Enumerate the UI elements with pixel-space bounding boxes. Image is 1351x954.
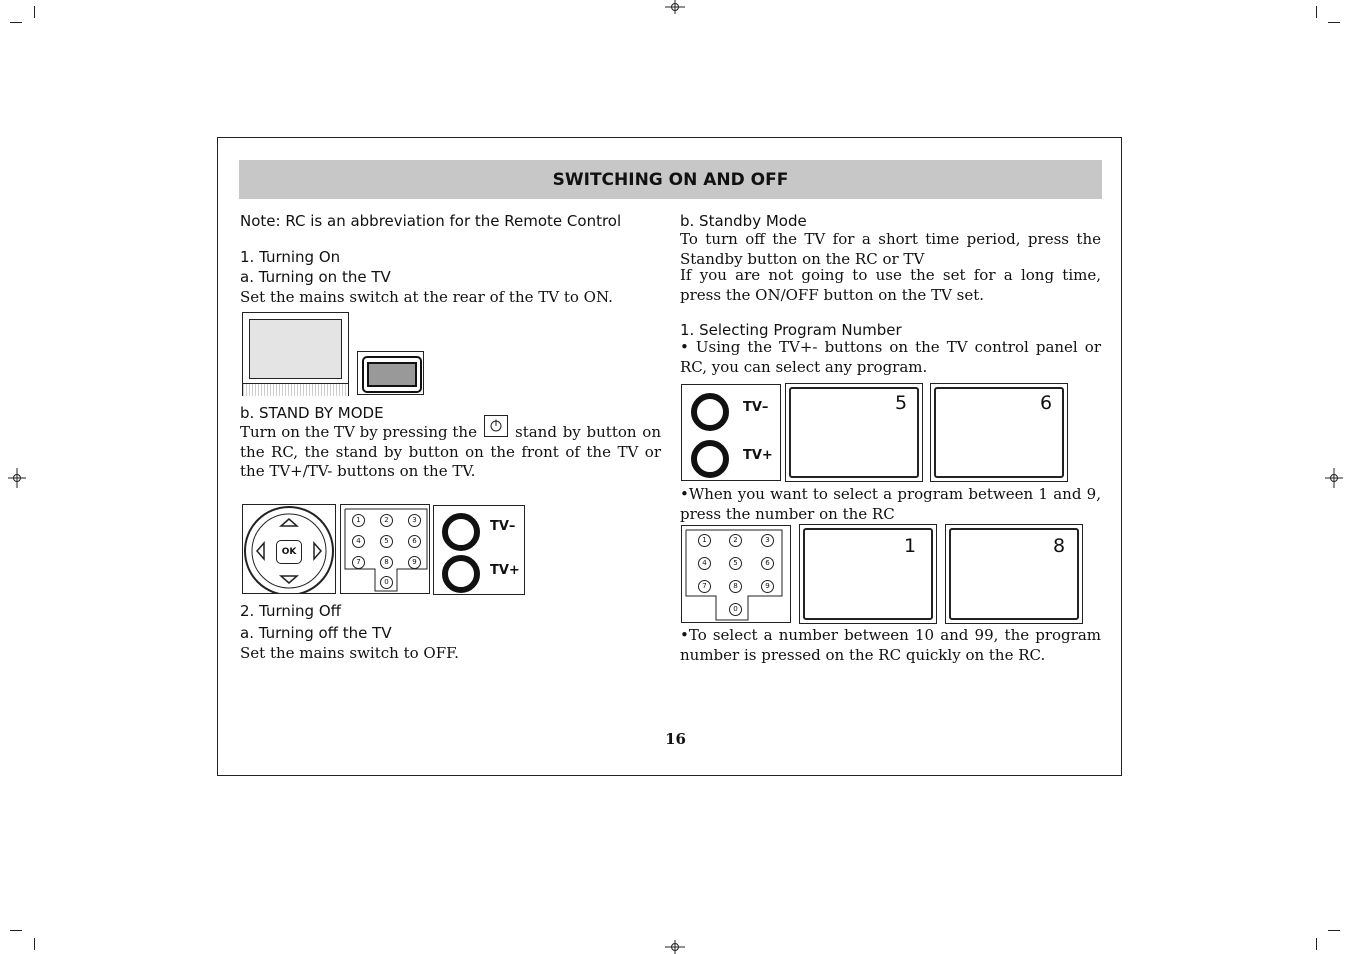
crop-mark bbox=[10, 22, 22, 23]
key-2: 2 bbox=[729, 534, 742, 547]
key-2: 2 bbox=[380, 514, 393, 527]
tv-plus-label: TV+ bbox=[743, 448, 773, 463]
crop-mark bbox=[10, 930, 22, 931]
turning-off-tv-heading: a. Turning off the TV bbox=[240, 624, 392, 642]
turning-on-tv-heading: a. Turning on the TV bbox=[240, 268, 391, 286]
tv-buttons-illustration bbox=[433, 505, 525, 595]
channel-number: 6 bbox=[1040, 392, 1053, 414]
standby-mode-heading: b. STAND BY MODE bbox=[240, 404, 384, 422]
tv-minus-label: TV– bbox=[490, 519, 516, 534]
crop-mark bbox=[34, 6, 35, 18]
rc-navigation-illustration bbox=[242, 504, 336, 594]
channel-number: 5 bbox=[895, 392, 908, 414]
key-1: 1 bbox=[698, 534, 711, 547]
longtime-text: If you are not going to use the set for a long time, press the ON/OFF button on the TV set. bbox=[680, 266, 1101, 304]
turning-off-heading: 2. Turning Off bbox=[240, 602, 341, 620]
key-6: 6 bbox=[761, 557, 774, 570]
key-3: 3 bbox=[408, 514, 421, 527]
key-5: 5 bbox=[380, 535, 393, 548]
key-6: 6 bbox=[408, 535, 421, 548]
crop-mark bbox=[34, 938, 35, 950]
registration-mark-top bbox=[665, 0, 685, 14]
tv-buttons-illustration-right bbox=[681, 384, 781, 481]
key-7: 7 bbox=[698, 580, 711, 593]
tv-plus-label: TV+ bbox=[490, 563, 520, 578]
key-0: 0 bbox=[380, 576, 393, 589]
standby-text-right: To turn off the TV for a short time period, press the Standby button on the RC or TV bbox=[680, 230, 1101, 268]
crop-mark bbox=[1316, 938, 1317, 950]
key-7: 7 bbox=[352, 556, 365, 569]
key-3: 3 bbox=[761, 534, 774, 547]
rc-keypad-illustration-right bbox=[681, 525, 791, 623]
mains-switch-illustration bbox=[357, 351, 424, 395]
channel-number: 1 bbox=[904, 535, 917, 557]
tv-screen-channel-1 bbox=[799, 524, 937, 624]
standby-text-start: Turn on the TV by pressing the bbox=[240, 423, 477, 441]
registration-mark-right bbox=[1325, 468, 1343, 488]
key-1: 1 bbox=[352, 514, 365, 527]
tv-screen-channel-8 bbox=[945, 524, 1083, 624]
key-8: 8 bbox=[729, 580, 742, 593]
page-title: SWITCHING ON AND OFF bbox=[239, 160, 1102, 199]
turning-off-text: Set the mains switch to OFF. bbox=[240, 644, 459, 662]
crop-mark bbox=[1316, 6, 1317, 18]
number-select-text: •When you want to select a program between 1 and 9, press the number on the RC bbox=[680, 485, 1101, 523]
tv-screen-channel-5 bbox=[785, 383, 923, 482]
key-4: 4 bbox=[352, 535, 365, 548]
registration-mark-left bbox=[8, 468, 26, 488]
registration-mark-bottom bbox=[665, 940, 685, 954]
tv-minus-label: TV– bbox=[743, 400, 769, 415]
key-0: 0 bbox=[729, 603, 742, 616]
key-5: 5 bbox=[729, 557, 742, 570]
turning-on-heading: 1. Turning On bbox=[240, 248, 341, 266]
key-9: 9 bbox=[761, 580, 774, 593]
double-digit-text: •To select a number between 10 and 99, the program number is pressed on the RC quickly on the RC. bbox=[680, 626, 1101, 664]
tv-screen-channel-6 bbox=[930, 383, 1068, 482]
channel-number: 8 bbox=[1053, 535, 1066, 557]
selecting-program-text: • Using the TV+- buttons on the TV control panel or RC, you can select any program. bbox=[680, 338, 1101, 376]
tv-front-illustration bbox=[242, 312, 349, 396]
note-text: Note: RC is an abbreviation for the Remote Control bbox=[240, 212, 622, 230]
rc-keypad-illustration bbox=[340, 504, 430, 594]
selecting-program-heading: 1. Selecting Program Number bbox=[680, 321, 902, 339]
key-9: 9 bbox=[408, 556, 421, 569]
key-8: 8 bbox=[380, 556, 393, 569]
turning-on-text: Set the mains switch at the rear of the TV to ON. bbox=[240, 288, 613, 306]
standby-text: stand by button on the RC, the stand by button on the front of the TV or the TV+/TV- buttons on the TV. bbox=[240, 423, 661, 480]
standby-heading-right: b. Standby Mode bbox=[680, 212, 807, 230]
page-number: 16 bbox=[665, 730, 686, 748]
ok-button: OK bbox=[276, 540, 302, 564]
crop-mark bbox=[1328, 22, 1340, 23]
crop-mark bbox=[1328, 930, 1340, 931]
key-4: 4 bbox=[698, 557, 711, 570]
